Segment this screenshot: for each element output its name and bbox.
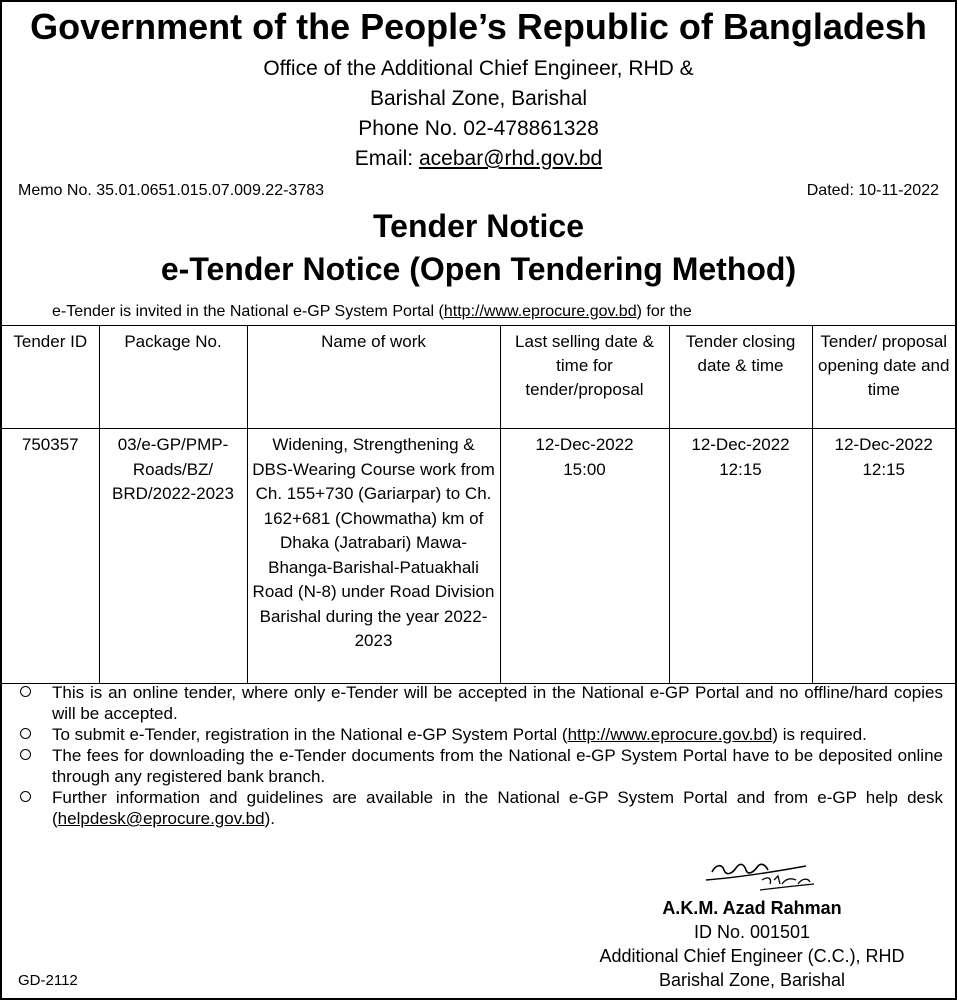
header-tender-id: Tender ID <box>2 326 99 429</box>
office-address <box>2 54 955 174</box>
note-3-text: The fees for downloading the e-Tender documents from the National e-GP System Portal have to be deposited online through any registered bank branch. <box>52 746 943 786</box>
selling-date: 12-Dec-2022 <box>535 435 634 454</box>
header-last-selling: Last selling date & time for tender/proposal <box>500 326 669 429</box>
cell-name-of-work: Widening, Strengthening & DBS-Wearing Course work from Ch. 155+730 (Gariarpar) to Ch. 162+681 (Chowmatha) km of Dhaka (Jatrabari) Mawa-Bhanga-Barishal-Patuakhali Road (N-8) under Road Division Barishal during the year 2022-2023 <box>247 429 500 684</box>
office-line-2: Barishal Zone, Barishal <box>369 87 588 110</box>
cell-closing <box>669 429 812 684</box>
intro-prefix: e-Tender is invited in the National e-GP System Portal ( <box>52 303 444 320</box>
signatory-id: ID No. 001501 <box>693 922 811 942</box>
government-title: Government of the People’s Republic of Bangladesh <box>30 6 927 47</box>
note-4-suffix: ). <box>264 809 275 828</box>
cell-last-selling <box>500 429 669 684</box>
office-phone: Phone No. 02-478861328 <box>358 117 599 140</box>
circle-bullet-icon <box>20 749 31 760</box>
office-email-row <box>2 144 955 174</box>
handwritten-signature-icon <box>702 850 822 898</box>
cell-package-no: 03/e-GP/PMP-Roads/BZ/ BRD/2022-2023 <box>99 429 247 684</box>
note-item <box>18 787 943 829</box>
intro-suffix: ) for the <box>636 303 692 320</box>
note-item <box>18 724 943 745</box>
circle-bullet-icon <box>20 686 31 697</box>
circle-bullet-icon <box>20 728 31 739</box>
circle-bullet-icon <box>20 791 31 802</box>
memo-number: Memo No. 35.01.0651.015.07.009.22-3783 <box>18 182 325 199</box>
note-4-prefix: Further information and guidelines are available in the National e-GP System Portal and from e-GP help desk ( <box>52 788 943 828</box>
signature-block <box>592 896 912 992</box>
note-2-suffix: ) is required. <box>772 725 867 744</box>
notes-list <box>18 682 943 829</box>
egp-portal-link[interactable]: http://www.eprocure.gov.bd <box>443 303 637 320</box>
signatory-name: A.K.M. Azad Rahman <box>662 898 842 918</box>
selling-time: 15:00 <box>563 459 606 479</box>
helpdesk-email-link[interactable]: helpdesk@eprocure.gov.bd <box>57 809 265 828</box>
closing-time: 12:15 <box>719 459 762 479</box>
signatory-designation: Additional Chief Engineer (C.C.), RHD <box>599 946 905 966</box>
document-code: GD-2112 <box>18 972 78 989</box>
signatory-location: Barishal Zone, Barishal <box>658 970 846 990</box>
opening-date: 12-Dec-2022 <box>834 435 933 454</box>
cell-tender-id: 750357 <box>2 429 99 684</box>
tender-table <box>2 325 955 684</box>
memo-date: Dated: 10-11-2022 <box>806 182 939 199</box>
notice-subtitle: e-Tender Notice (Open Tendering Method) <box>160 251 797 287</box>
note-item <box>18 745 943 787</box>
office-line-1: Office of the Additional Chief Engineer, RHD & <box>263 57 694 80</box>
notice-intro <box>52 303 692 321</box>
table-row <box>2 429 955 684</box>
header-opening: Tender/ proposal opening date and time <box>812 326 955 429</box>
table-header-row <box>2 326 955 429</box>
header-name-of-work: Name of work <box>247 326 500 429</box>
opening-time: 12:15 <box>862 459 906 479</box>
email-label: Email: <box>354 147 414 170</box>
note-2-link[interactable]: http://www.eprocure.gov.bd <box>567 725 773 744</box>
cell-opening <box>812 429 955 684</box>
note-1-text: This is an online tender, where only e-Tender will be accepted in the National e-GP Portal and no offline/hard copies will be accepted. <box>52 683 943 723</box>
header-package-no: Package No. <box>99 326 247 429</box>
header-closing: Tender closing date & time <box>669 326 812 429</box>
note-item <box>18 682 943 724</box>
notice-title: Tender Notice <box>373 208 584 244</box>
note-2-prefix: To submit e-Tender, registration in the National e-GP System Portal ( <box>52 725 568 744</box>
email-link[interactable]: acebar@rhd.gov.bd <box>418 147 603 170</box>
closing-date: 12-Dec-2022 <box>691 435 790 454</box>
